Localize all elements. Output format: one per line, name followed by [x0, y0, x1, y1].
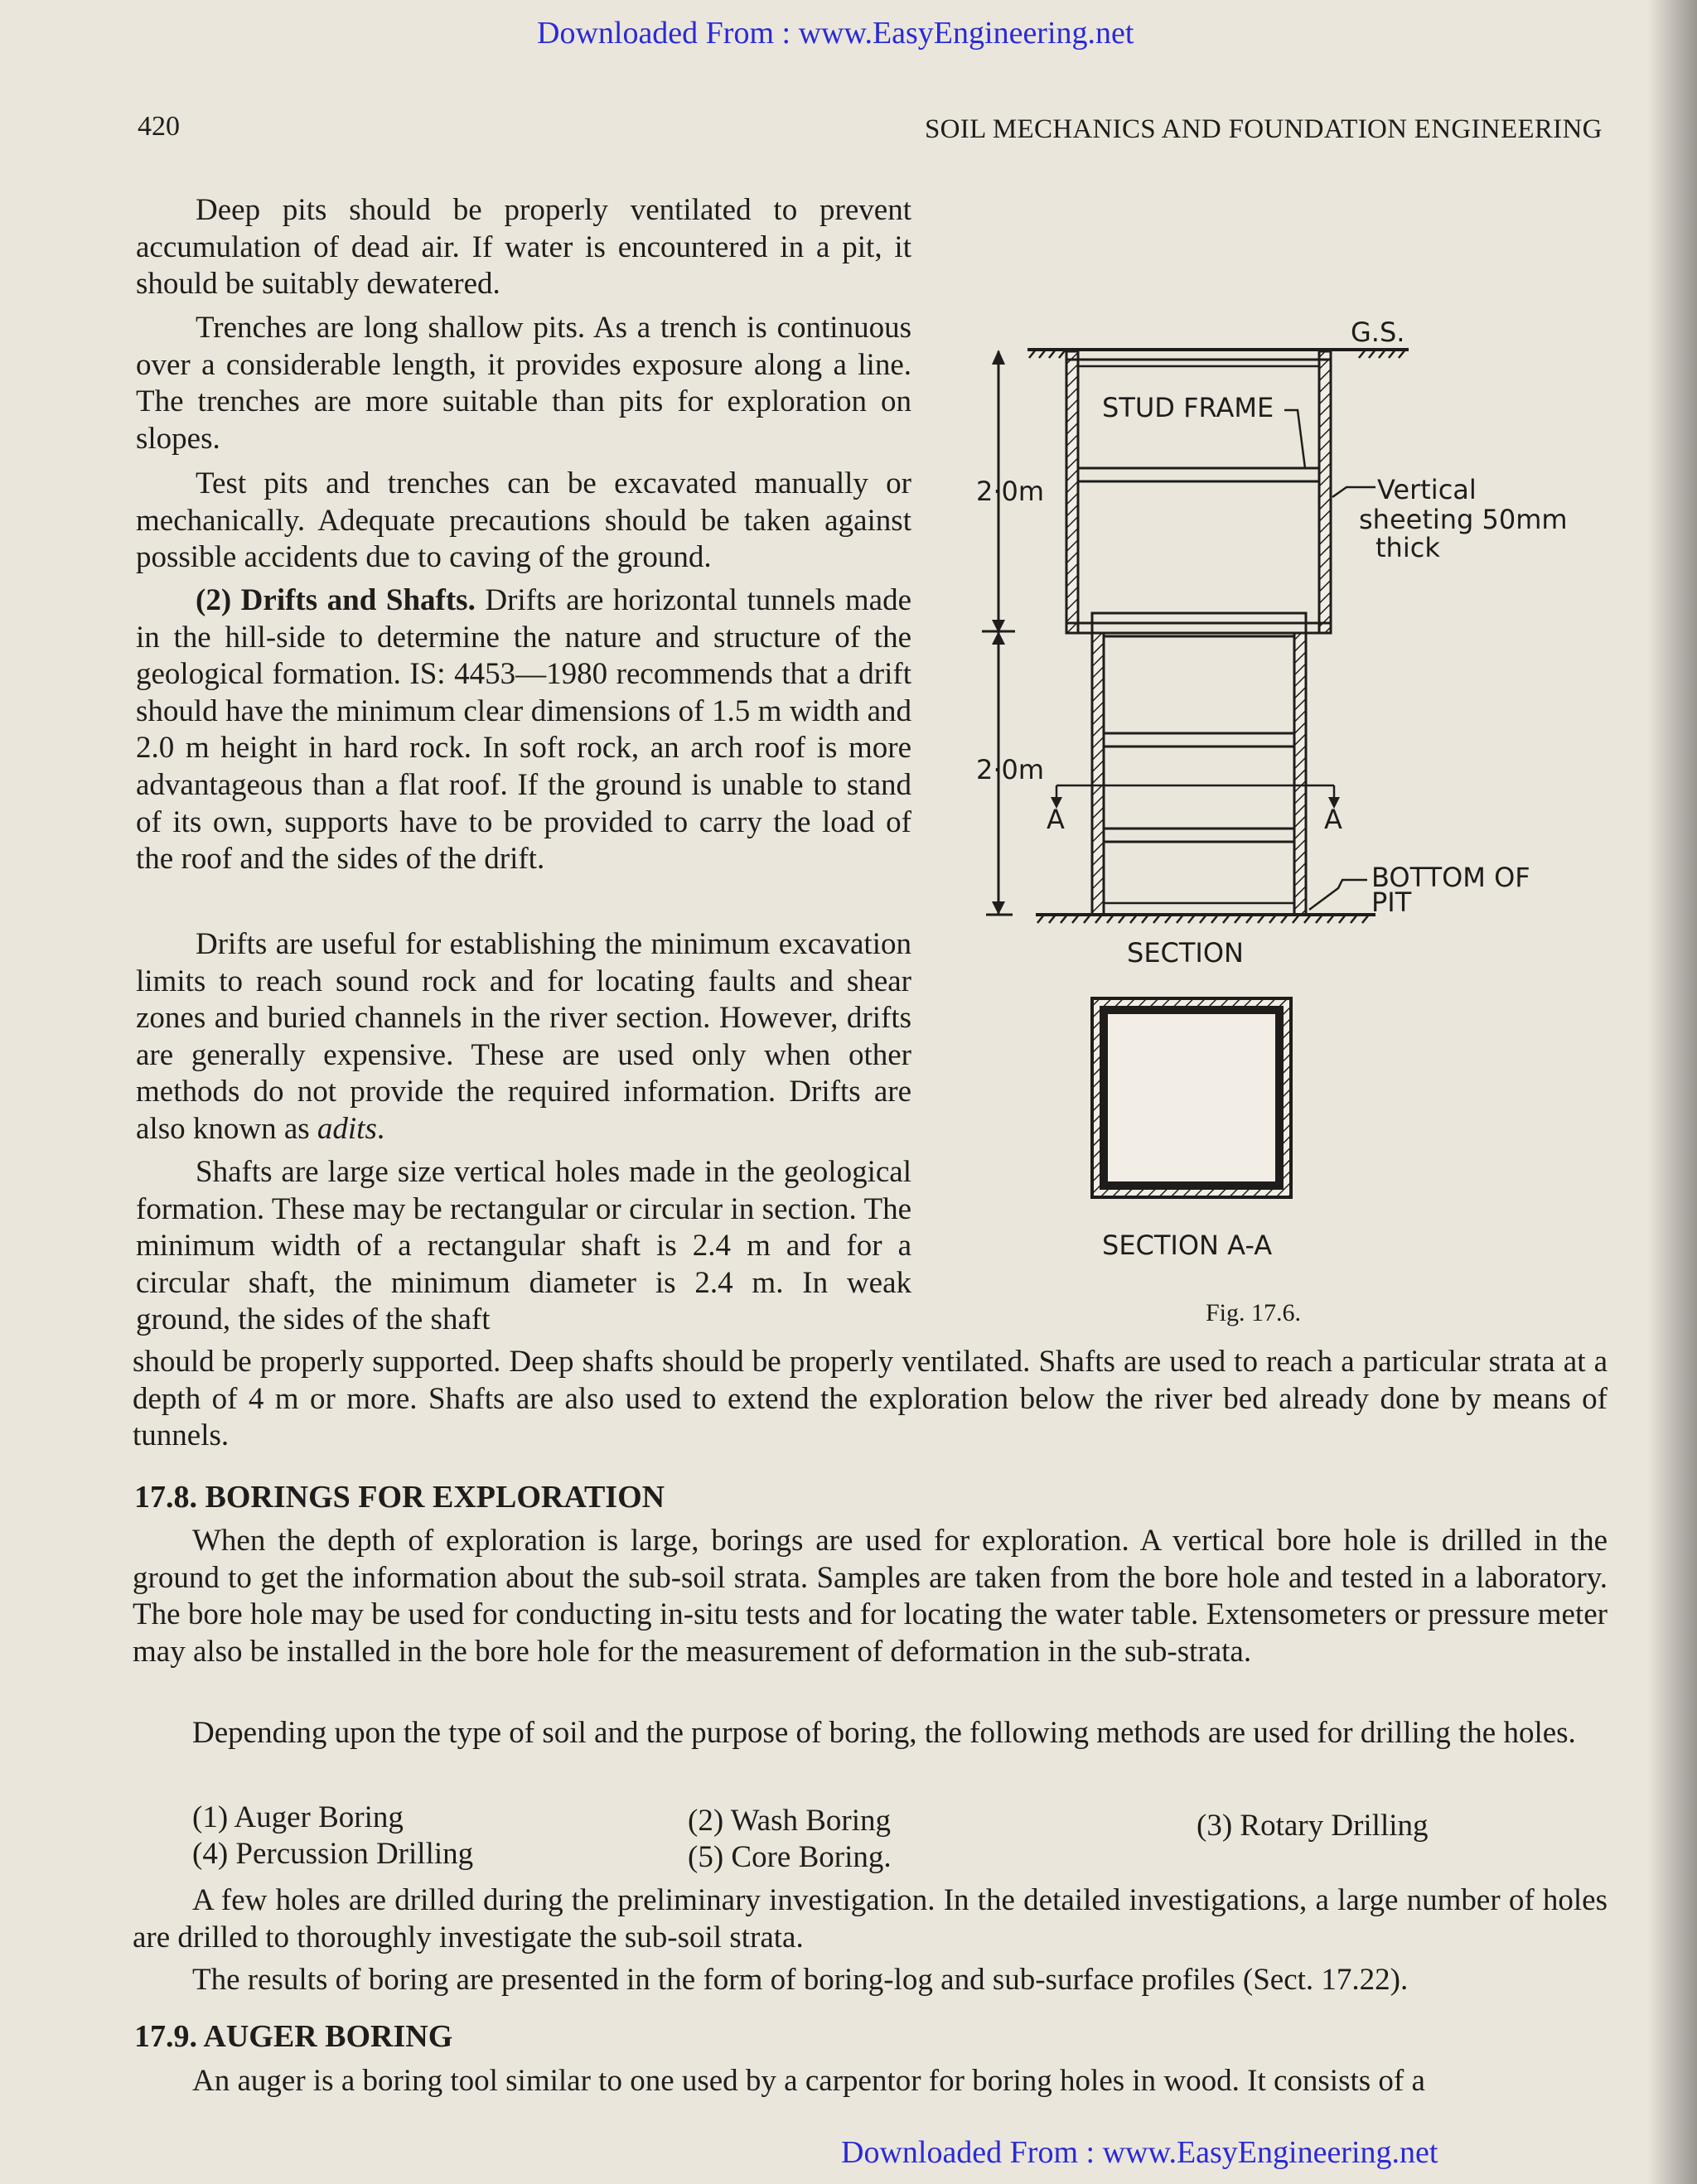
upper-depth-label: 2·0m	[976, 476, 1045, 507]
paragraph-borings: When the depth of exploration is large, borings are used for exploration. A vertical bore hole is drilled in the ground to get the information about the sub-soil strata. Samples are taken from the bore hole and tested in a laboratory. The bore hole may be used for conducting in-situ tests and for locating the water table. Extensometers or pressure meter may also be installed in the bore hole for the measurement of deformation in the sub-strata.	[133, 1524, 1608, 1669]
paragraph-shafts: Shafts are large size vertical holes made in the geological formation. These may be rectangular or circular in section. The minimum width of a rectangular shaft is 2.4 m and for a circular shaft, the minimum diameter is 2.4 m. In weak ground, the sides of the shaft	[136, 1155, 911, 1337]
lower-sheeting	[1092, 613, 1306, 915]
bottom-of-pit-label-line1: BOTTOM OF	[1371, 862, 1530, 893]
section-mark-left: A	[1047, 804, 1065, 835]
method-wash-boring: (2) Wash Boring	[688, 1804, 892, 1838]
sheeting-label-line1: Vertical	[1377, 474, 1477, 505]
method-auger-boring: (1) Auger Boring	[192, 1800, 404, 1834]
page-edge-shadow	[1647, 0, 1697, 2184]
figure-shaft-section	[953, 315, 1616, 1334]
paragraph-methods-intro: Depending upon the type of soil and the purpose of boring, the following methods are used for drilling the holes.	[192, 1716, 1576, 1750]
paragraph-trenches: Trenches are long shallow pits. As a trench is continuous over a considerable length, it provides exposure along a line. The trenches are more suitable than pits for exploration on slopes.	[136, 311, 911, 456]
section-label: SECTION	[1127, 937, 1244, 969]
paragraph-holes-drilled: A few holes are drilled during the preliminary investigation. In the detailed investigations, a large number of holes are drilled to thoroughly investigate the sub-soil strata.	[133, 1883, 1608, 1954]
bottom-of-pit-label-line2: PIT	[1371, 887, 1412, 918]
paragraph-ventilation: Deep pits should be properly ventilated to prevent accumulation of dead air. If water is encountered in a pit, it should be suitably dewatered.	[136, 193, 911, 302]
stud-frame-leader	[1284, 410, 1305, 468]
paragraph-test-pits: Test pits and trenches can be excavated manually or mechanically. Adequate precautions should be taken against possible accidents due to caving of the ground.	[136, 466, 911, 575]
paragraph-drifts-shafts: (2) Drifts and Shafts. Drifts are horizontal tunnels made in the hill-side to determine the nature and structure of the geological formation. IS: 4453—1980 recommends that a drift should have the minimum clear dimensions of 1.5 m width and 2.0 m height in hard rock. In soft rock, an arch roof is more advantageous than a flat roof. If the ground is unable to stand of its own, supports have to be provided to carry the load of the roof and the sides of the drift.	[136, 583, 912, 877]
paragraph-boring-results: The results of boring are presented in the form of boring-log and sub-surface profiles (Sect. 17.22).	[192, 1963, 1409, 1997]
dimension-lines	[982, 350, 1015, 915]
paragraph-auger: An auger is a boring tool similar to one used by a carpentor for boring holes in wood. It consists of a	[192, 2064, 1425, 2098]
sheeting-label-line3: thick	[1375, 532, 1440, 563]
download-banner-top: Downloaded From : www.EasyEngineering.net	[537, 16, 1134, 51]
paragraph-shafts-continued: should be properly supported. Deep shafts should be properly ventilated. Shafts are used to reach a particular strata at a depth of 4 m or more. Shafts are also used to extend the exploration below the river bed already done by means of tunnels.	[133, 1345, 1608, 1453]
term-adits: adits	[317, 1111, 377, 1146]
download-banner-bottom: Downloaded From : www.EasyEngineering.net	[841, 2135, 1438, 2170]
section-aa-plan	[1092, 998, 1291, 1197]
ground-surface-label: G.S.	[1351, 316, 1405, 348]
method-rotary-drilling: (3) Rotary Drilling	[1197, 1809, 1429, 1843]
section-aa-label: SECTION A-A	[1102, 1230, 1273, 1261]
page-number: 420	[138, 111, 180, 142]
stud-frame-label: STUD FRAME	[1102, 392, 1274, 423]
method-core-boring: (5) Core Boring.	[688, 1840, 892, 1874]
lower-depth-label: 2·0m	[976, 754, 1045, 785]
method-percussion-drilling: (4) Percussion Drilling	[192, 1837, 474, 1871]
figure-caption: Fig. 17.6.	[1206, 1299, 1302, 1326]
bottom-of-pit-leader	[1309, 880, 1367, 910]
section-mark-right: A	[1324, 804, 1342, 835]
pit-bottom-line	[1036, 915, 1375, 923]
running-header: SOIL MECHANICS AND FOUNDATION ENGINEERING	[925, 114, 1603, 144]
section-heading-17-8: 17.8. BORINGS FOR EXPLORATION	[134, 1480, 665, 1515]
sheeting-leader	[1332, 487, 1375, 497]
subsection-title: (2) Drifts and Shafts.	[196, 583, 476, 617]
paragraph-drifts-use: Drifts are useful for establishing the minimum excavation limits to reach sound rock and for locating faults and shear zones and buried channels in the river section. However, drifts are generally expensive. These are used only when other methods do not provide the required information. Drifts are also known as adits.	[136, 927, 911, 1146]
sheeting-label-line2: sheeting 50mm	[1359, 504, 1568, 535]
section-heading-17-9: 17.9. AUGER BORING	[134, 2019, 453, 2054]
